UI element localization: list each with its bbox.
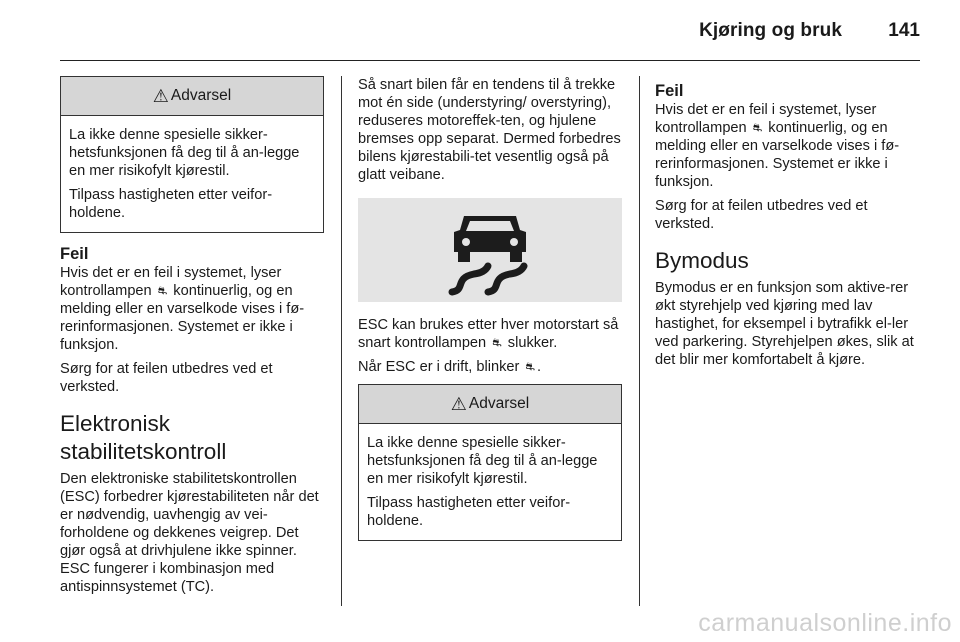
watermark: carmanualsonline.info — [698, 609, 952, 637]
warning-box — [60, 76, 324, 233]
warning-text: Tilpass hastigheten etter veifor-holdene. — [367, 495, 571, 529]
warning-triangle-icon: ⚠ — [152, 85, 169, 106]
warning-text: La ikke denne spesielle sikker-hetsfunksjonen få deg til å an-legge en mer risikofylt kjørestil. — [367, 435, 598, 487]
esc-usage-paragraph — [358, 316, 622, 352]
warning-title: Advarsel — [170, 87, 232, 104]
esc-warning-light-icon: ⛐ — [157, 285, 168, 297]
feil-paragraph: Sørg for at feilen utbedres ved et verksted. — [60, 361, 273, 395]
bymodus-heading: Bymodus — [655, 248, 749, 273]
esc-skidding-car-icon — [430, 200, 550, 300]
text-run: Når ESC er i drift, blinker — [358, 359, 520, 375]
column-3 — [655, 76, 923, 375]
text-run: kontinuerlig, og en melding eller en varselkode vises i fø-rerinformasjonen. Systemet er ikke i funksjon. — [655, 120, 900, 190]
page-number: 141 — [888, 20, 920, 41]
warning-header — [61, 77, 323, 116]
text-run: Hvis det er en feil i systemet, lyser kontrollampen — [60, 265, 282, 299]
column-divider — [341, 76, 342, 606]
esc-heading: Elektronisk stabilitetskontroll — [60, 411, 227, 464]
feil-paragraph — [60, 264, 324, 354]
warning-triangle-icon: ⚠ — [450, 393, 467, 414]
esc-description: Så snart bilen får en tendens til å trekke mot én side (understyring/ overstyring), reduseres motoreffek-ten, og hjulene bremses opp separat. Dermed forbedres bilens kjørestabili-tet vesentlig også på glatt veibane. — [358, 77, 621, 183]
esc-warning-light-icon: ⛐ — [525, 361, 535, 373]
text-run: kontinuerlig, og en melding eller en varselkode vises i fø-rerinformasjonen. Systemet er ikke i funksjon. — [60, 283, 305, 353]
warning-header — [359, 385, 621, 424]
feil-paragraph: Sørg for at feilen utbedres ved et verksted. — [655, 198, 868, 232]
esc-active-paragraph — [358, 358, 622, 376]
section-title: Kjøring og bruk — [699, 20, 842, 41]
feil-paragraph — [655, 101, 923, 191]
warning-text: Tilpass hastigheten etter veifor-holdene. — [69, 187, 273, 221]
esc-paragraph: Den elektroniske stabilitetskontrollen (ESC) forbedrer kjørestabiliteten når det er nødvendig, uavhengig av vei-forholdene og dekkenes veigrep. Det gjør også at drivhjulene ikke spinner. ESC fungerer i kombinasjon med antispinnsystemet (TC). — [60, 471, 319, 595]
esc-warning-light-icon: ⛐ — [492, 337, 502, 349]
warning-title: Advarsel — [468, 395, 530, 412]
warning-body — [359, 424, 621, 540]
feil-heading: Feil — [60, 245, 89, 263]
text-run: slukker. — [507, 335, 558, 351]
feil-heading: Feil — [655, 82, 684, 100]
text-run: . — [536, 359, 542, 375]
esc-warning-light-icon: ⛐ — [752, 122, 763, 134]
warning-text: La ikke denne spesielle sikker-hetsfunksjonen få deg til å an-legge en mer risikofylt kjørestil. — [69, 127, 300, 179]
esc-figure — [358, 198, 622, 302]
column-2 — [358, 76, 622, 541]
bymodus-paragraph: Bymodus er en funksjon som aktive-rer økt styrehjelp ved kjøring med lav hastighet, for eksempel i bytrafikk el-ler ved parkering. Styrehjelpen økes, slik at det blir mer komfortabelt å kjøre. — [655, 280, 914, 368]
text-run: ESC kan brukes etter hver motorstart så snart kontrollampen — [358, 317, 619, 351]
column-divider — [639, 76, 640, 606]
text-run: Hvis det er en feil i systemet, lyser kontrollampen — [655, 102, 877, 136]
warning-body — [61, 116, 323, 232]
warning-box — [358, 384, 622, 541]
page-header — [60, 0, 920, 61]
column-1 — [60, 76, 324, 602]
